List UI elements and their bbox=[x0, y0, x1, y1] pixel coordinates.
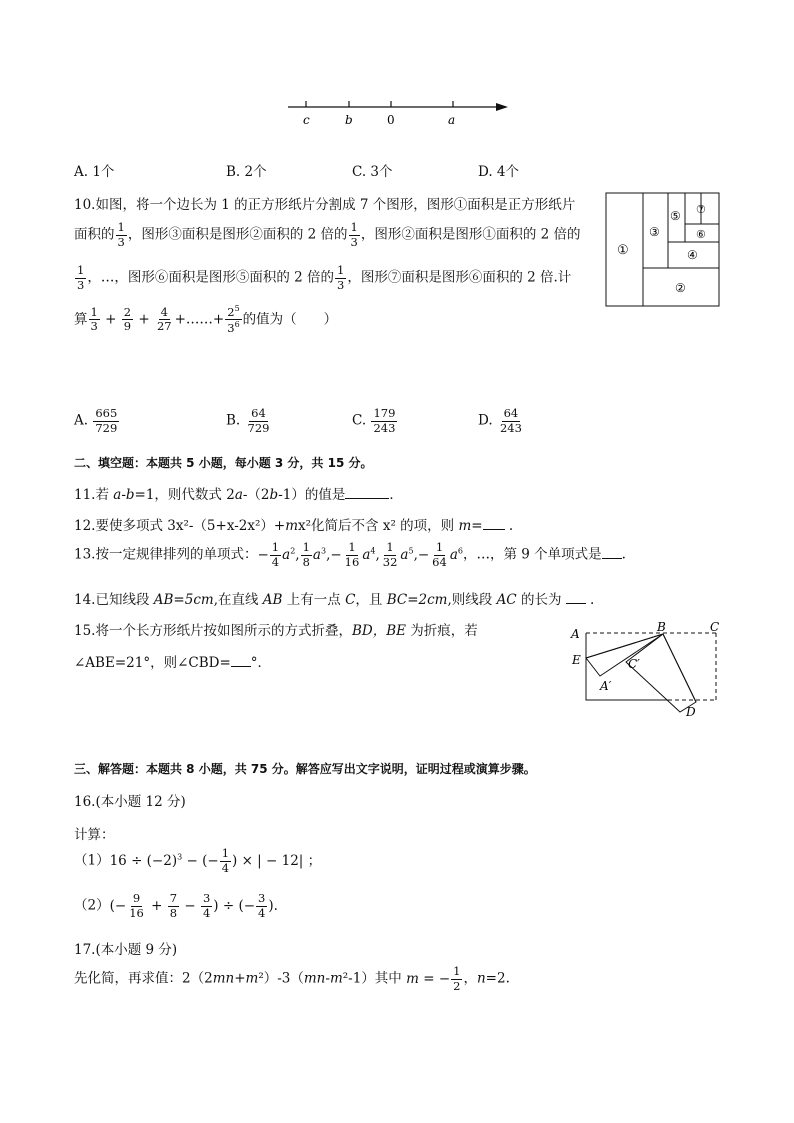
text: 12.要使多项式 3x²-（5+x-2x²）+ bbox=[74, 518, 286, 534]
fraction-numerator: 64 bbox=[251, 406, 266, 420]
fraction-numerator: 64 bbox=[503, 406, 519, 420]
q10-text: ，图形⑦面积是图形⑥面积的 2 倍.计 bbox=[347, 269, 572, 286]
number-line-label-0: 0 bbox=[387, 113, 395, 127]
q10-text: ，图形③面积是图形②面积的 2 倍的 bbox=[127, 226, 348, 243]
text: 13.按一定规律排列的单项式： bbox=[74, 546, 258, 563]
fraction bbox=[93, 408, 119, 434]
fraction: $\frac{2}{9}$ bbox=[123, 304, 132, 334]
point-label-C-prime: C′ bbox=[628, 657, 640, 671]
answer-blank bbox=[231, 666, 251, 667]
option-letter: B. bbox=[226, 412, 241, 429]
fraction-denominator: 243 bbox=[373, 420, 396, 435]
text: -1）的值是 bbox=[278, 487, 346, 503]
text: b bbox=[269, 487, 279, 503]
fraction-denominator: 729 bbox=[95, 420, 118, 435]
text: ． bbox=[389, 487, 403, 503]
fraction-numerator: 179 bbox=[373, 406, 396, 420]
fraction-denominator: 243 bbox=[499, 420, 522, 435]
figure-label-7: ⑦ bbox=[696, 203, 706, 216]
answer-blank bbox=[483, 529, 505, 530]
number-line-label-b: b bbox=[345, 113, 353, 127]
fraction: $\frac{1}{3}$ bbox=[77, 263, 85, 292]
point-label-A-prime: A′ bbox=[600, 679, 612, 693]
q15-line2 bbox=[74, 651, 271, 671]
figure-label-4: ④ bbox=[687, 248, 698, 262]
q10-option-c bbox=[352, 408, 398, 434]
text: =2. bbox=[485, 970, 510, 987]
q10-text: 算 bbox=[74, 311, 88, 328]
text: mn bbox=[212, 970, 235, 987]
q13 bbox=[74, 542, 626, 568]
text: x²化简后不含 x² 的项，则 bbox=[298, 518, 459, 534]
q11 bbox=[74, 483, 403, 503]
text: BC=2cm bbox=[386, 592, 448, 608]
q15-folding-figure bbox=[568, 620, 728, 720]
q9-option-d: D. 4个 bbox=[478, 164, 520, 180]
answer-blank bbox=[345, 498, 389, 499]
text: 的长为 bbox=[516, 592, 566, 608]
text: m bbox=[458, 518, 472, 534]
q16-title: 16.(本小题 12 分) bbox=[74, 794, 186, 810]
figure-label-2: ② bbox=[675, 281, 686, 295]
text: ²-1）其中 bbox=[342, 970, 407, 987]
q12 bbox=[74, 514, 513, 534]
section-3-heading: 三、解答题：本题共 8 小题，共 75 分。解答应写出文字说明，证明过程或演算步骤。 bbox=[74, 762, 536, 776]
point-label-C: C bbox=[710, 620, 720, 634]
text: AB=5cm bbox=[153, 592, 214, 608]
q9-option-a: A. 1个 bbox=[74, 164, 115, 180]
text: 11.若 bbox=[74, 487, 114, 503]
text: AB bbox=[262, 592, 283, 608]
point-label-A: A bbox=[571, 627, 580, 641]
text: m bbox=[329, 970, 343, 987]
text: ²）-3（ bbox=[258, 970, 304, 987]
answer-blank bbox=[566, 603, 586, 604]
fraction-numerator: 665 bbox=[95, 406, 118, 420]
q16-part1 bbox=[74, 848, 321, 874]
text: 15.将一个长方形纸片按如图所示的方式折叠， bbox=[74, 623, 352, 639]
text: 为折痕，若 bbox=[406, 623, 478, 639]
text: C bbox=[345, 592, 356, 608]
fraction: $\frac{1}{3}$ bbox=[117, 220, 125, 249]
text: AC bbox=[496, 592, 517, 608]
text: 14.已知线段 bbox=[74, 592, 154, 608]
expression: $16 \div (-2)^3$ − (− $\frac{1}{4}$ ) × | − 12| ； bbox=[109, 846, 322, 875]
point-label-B: B bbox=[657, 620, 666, 634]
number-line bbox=[280, 94, 520, 130]
fraction: $\frac{1}{3}$ bbox=[350, 220, 358, 249]
q10-text: ，图形②面积是图形①面积的 2 倍的 bbox=[360, 226, 581, 243]
section-2-heading: 二、填空题：本题共 5 小题，每小题 3 分，共 15 分。 bbox=[74, 456, 373, 470]
point-label-E: E bbox=[572, 653, 581, 667]
q10-text: 的值为（ ） bbox=[242, 311, 338, 328]
text: °． bbox=[250, 655, 272, 671]
q10-text: 面积的 bbox=[74, 226, 115, 243]
expression: (− $\frac{9}{16}$ + $\frac{7}{8}$ − $\frac{3}{4}$ ) ÷ (− $\frac{3}{4}$ ). bbox=[109, 891, 278, 920]
q10-option-d bbox=[478, 408, 525, 434]
number-line-label-a: a bbox=[448, 113, 456, 127]
part-label: （2） bbox=[74, 897, 110, 914]
q14 bbox=[74, 588, 594, 608]
text: - bbox=[325, 970, 330, 987]
q16-part2 bbox=[74, 893, 278, 919]
figure-label-1: ① bbox=[617, 243, 629, 258]
text: m bbox=[245, 970, 259, 987]
option-letter: C. bbox=[352, 412, 367, 429]
text: 上有一点 bbox=[282, 592, 346, 608]
monomial-sequence: − $\frac{1}{4}$ $a^2$, $\frac{1}{8}$ $a^3,-$ $\frac{1}{16}$ $a^4$, $\frac{1}{32}$ $a^5,-$ $\frac{1}{64}$ $a^6$ bbox=[257, 540, 463, 569]
q16-calc-label: 计算： bbox=[74, 827, 115, 843]
text: . bbox=[585, 592, 595, 608]
q17-title: 17.(本小题 9 分) bbox=[74, 942, 178, 958]
q10-dots: +……+ bbox=[174, 311, 225, 328]
text: a-b bbox=[113, 487, 135, 503]
m-value: m = − $\frac{1}{2}$ bbox=[406, 964, 461, 993]
text: = bbox=[471, 518, 483, 534]
q17-body bbox=[74, 966, 510, 992]
text: mn bbox=[303, 970, 326, 987]
fraction bbox=[371, 408, 397, 434]
q10-text: ，…，图形⑥面积是图形⑤面积的 2 倍的 bbox=[87, 269, 334, 286]
q10-line3 bbox=[74, 265, 571, 291]
fraction: $\frac{4}{27}$ bbox=[156, 304, 172, 334]
answer-blank bbox=[602, 558, 622, 559]
fraction-denominator: 729 bbox=[247, 420, 270, 435]
figure-label-6: ⑥ bbox=[696, 228, 706, 241]
text: m bbox=[285, 518, 299, 534]
option-letter: D. bbox=[478, 412, 493, 429]
text: ， bbox=[463, 970, 477, 987]
text: ，…，第 9 个单项式是 bbox=[462, 546, 602, 563]
fraction: $\frac{1}{3}$ bbox=[90, 304, 98, 334]
q10-line2 bbox=[74, 222, 581, 248]
figure-label-5: ⑤ bbox=[670, 209, 681, 223]
text: =1，则代数式 2 bbox=[134, 487, 235, 503]
part-label: （1） bbox=[74, 852, 110, 869]
fraction bbox=[246, 408, 272, 434]
number-line-label-c: c bbox=[303, 113, 310, 127]
q9-option-c: C. 3个 bbox=[352, 164, 393, 180]
fraction bbox=[498, 408, 524, 434]
q10-line4: 算 $\frac{1}{3}$ + $\frac{2}{9}$ + $\frac{4}{27}$ +……+ $\frac{2^5}{3^6}$ 的值为（ ） bbox=[74, 304, 338, 336]
q10-square-figure bbox=[605, 192, 721, 308]
text: a bbox=[234, 487, 243, 503]
text: ,则线段 bbox=[447, 592, 497, 608]
text: BD，BE bbox=[351, 623, 407, 639]
q10-line1: 10.如图，将一个边长为 1 的正方形纸片分割成 7 个图形，图形①面积是正方形纸片 bbox=[74, 197, 576, 213]
text: n bbox=[476, 970, 486, 987]
fraction: $\frac{2^5}{3^6}$ bbox=[227, 304, 240, 336]
text: . bbox=[621, 546, 626, 563]
text: . bbox=[504, 518, 514, 534]
point-label-D: D bbox=[686, 705, 696, 719]
q10-option-a bbox=[74, 408, 120, 434]
text: ，且 bbox=[355, 592, 387, 608]
fraction: $\frac{1}{3}$ bbox=[337, 263, 345, 292]
figure-label-3: ③ bbox=[649, 225, 660, 239]
text: ,在直线 bbox=[213, 592, 263, 608]
text: -（2 bbox=[242, 487, 270, 503]
q9-option-b: B. 2个 bbox=[226, 164, 267, 180]
q10-option-b bbox=[226, 408, 272, 434]
q15-line1 bbox=[74, 619, 478, 639]
option-letter: A. bbox=[74, 412, 89, 429]
text: 先化简，再求值：2（2 bbox=[74, 970, 213, 987]
text: + bbox=[234, 970, 246, 987]
text: ∠ABE=21°，则∠CBD= bbox=[74, 655, 231, 671]
